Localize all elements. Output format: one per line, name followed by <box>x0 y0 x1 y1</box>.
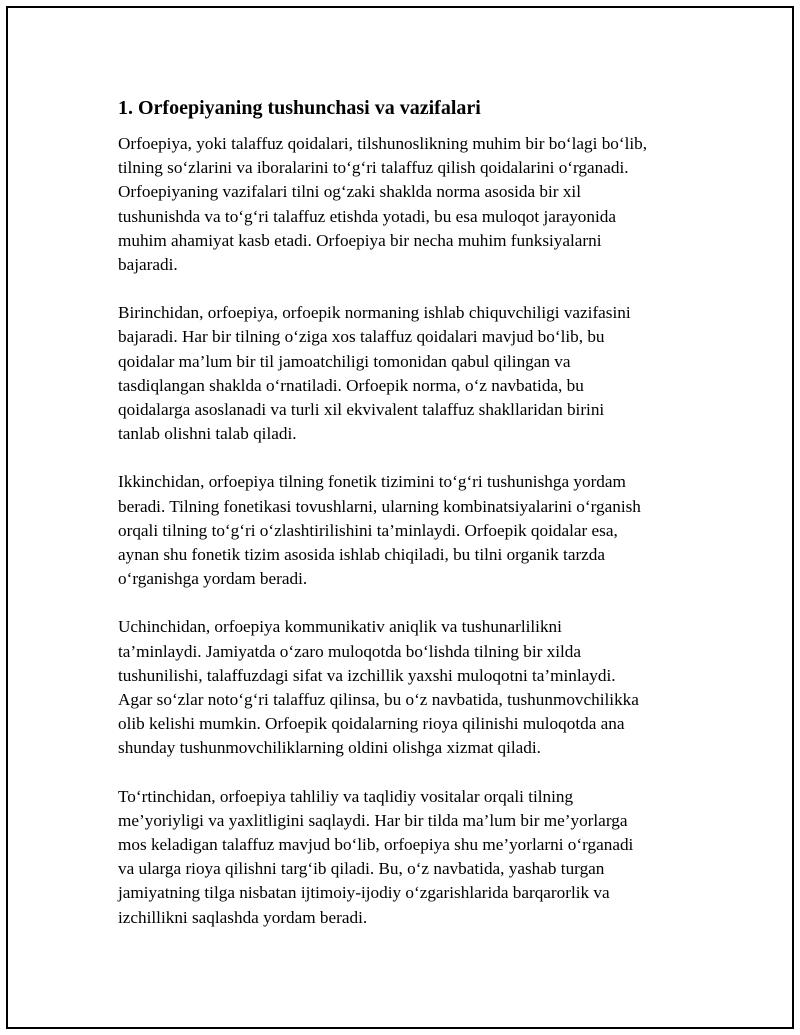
paragraph-first: Birinchidan, orfoepiya, orfoepik normaning ishlab chiquvchiligi vazifasini bajaradi. Har bir tilning o‘ziga xos talaffuz qoidalari mavjud bo‘lib, bu qoidalar ma’lum bir til jamoatchiligi tomonidan qabul qilingan va tasdiqlangan shaklda o‘rnatiladi. Orfoepik norma, o‘z navbatida, bu qoidalarga asoslanadi va turli xil ekvivalent talaffuz shakllaridan birini tanlab olishni talab qiladi. <box>118 303 631 444</box>
paragraph-third: Uchinchidan, orfoepiya kommunikativ aniqlik va tushunarlilikni ta’minlaydi. Jamiyatda o‘zaro muloqotda bo‘lishda tilning bir xilda tushunilishi, talaffuzdagi sifat va izchillik yaxshi muloqotni ta’minlaydi. Agar so‘zlar noto‘g‘ri talaffuz qilinsa, bu o‘z navbatida, tushunmovchilikka olib kelishi mumkin. Orfoepik qoidalarning rioya qilinishi muloqotda ana shunday tushunmovchiliklarning oldini olishga xizmat qiladi. <box>118 617 639 758</box>
document-body <box>118 96 693 954</box>
paragraph-fourth: To‘rtinchidan, orfoepiya tahliliy va taqlidiy vositalar orqali tilning me’yoriyligi va yaxlitligini saqlaydi. Har bir tilda ma’lum bir me’yorlarga mos keladigan talaffuz mavjud bo‘lib, orfoepiya shu me’yorlarni o‘rganadi va ularga rioya qilishni targ‘ib qiladi. Bu, o‘z navbatida, yashab turgan jamiyatning tilga nisbatan ijtimoiy-ijodiy o‘zgarishlarida barqarorlik va izchillikni saqlashda yordam beradi. <box>118 786 634 927</box>
paragraph-intro: Orfoepiya, yoki talaffuz qoidalari, tilshunoslikning muhim bir bo‘lagi bo‘lib, tilning so‘zlarini va iboralarini to‘g‘ri talaffuz qilish qoidalarini o‘rganadi. Orfoepiyaning vazifalari tilni og‘zaki shaklda norma asosida bir xil tushunishda va to‘g‘ri talaffuz etishda yotadi, bu esa muloqot jarayonida muhim ahamiyat kasb etadi. Orfoepiya bir necha muhim funksiyalarni bajaradi. <box>118 134 648 275</box>
paragraph-second: Ikkinchidan, orfoepiya tilning fonetik tizimini to‘g‘ri tushunishga yordam beradi. Tilning fonetikasi tovushlarni, ularning kombinatsiyalarini o‘rganish orqali tilning to‘g‘ri o‘zlashtirilishini ta’minlaydi. Orfoepik qoidalar esa, aynan shu fonetik tizim asosida ishlab chiqiladi, bu tilni organik tarzda o‘rganishga yordam beradi. <box>118 472 641 589</box>
section-heading: 1. Orfoepiyaning tushunchasi va vazifalari <box>118 97 481 119</box>
